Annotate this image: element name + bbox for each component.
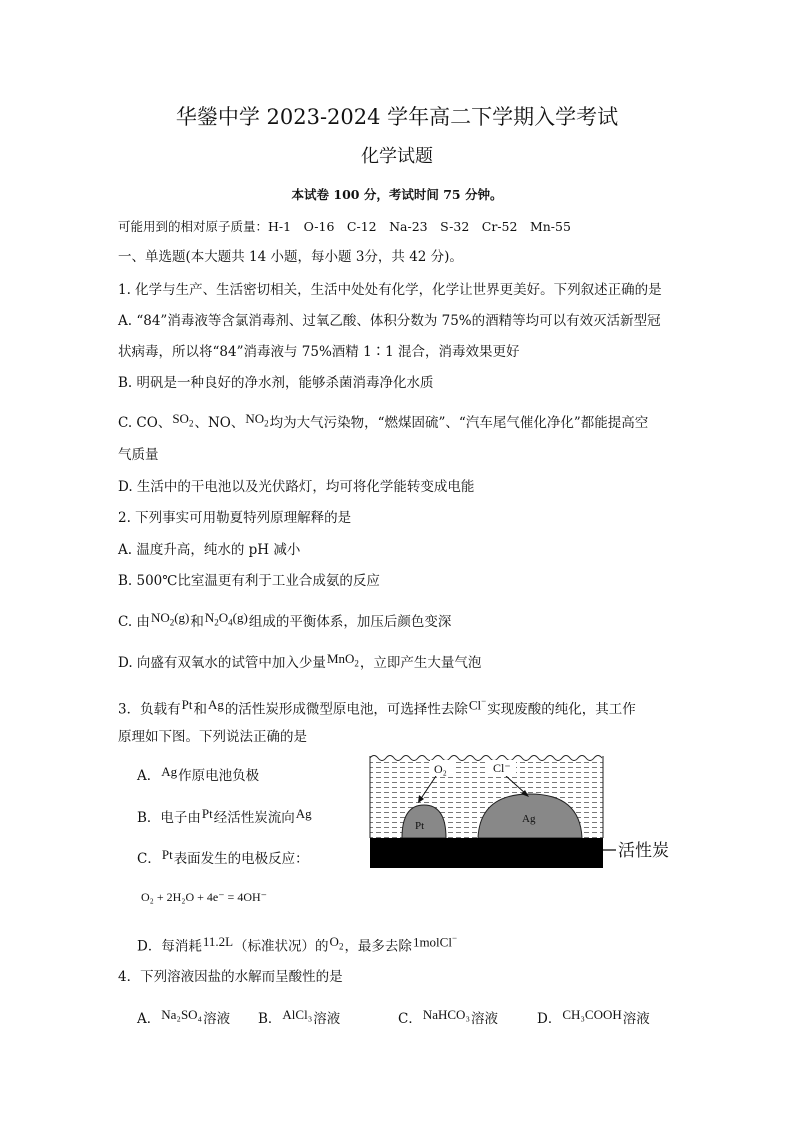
q4-option-a — [137, 1007, 231, 1028]
q3-stem-line1 — [118, 696, 636, 718]
q2-c-n2o4-sub1: 2 — [214, 617, 219, 628]
q1-c-prefix: C. CO、 — [118, 415, 172, 431]
q1-c-mid: 、NO、 — [194, 415, 245, 431]
q4-b-post: 溶液 — [313, 1011, 341, 1027]
q2-d-post: ，立即产生大量气泡 — [359, 655, 482, 671]
activated-carbon-base — [370, 838, 603, 868]
q2-c-n2o4-n: N — [204, 610, 215, 625]
q3-a-post: 作原电池负极 — [178, 768, 260, 784]
q1-option-c-line2: 气质量 — [118, 447, 159, 463]
q3-d-mid: （标准状况）的 — [234, 938, 329, 955]
q2-stem: 2. 下列事实可用勒夏特列原理解释的是 — [118, 510, 352, 526]
micro-battery-svg — [368, 750, 708, 872]
q2-c-prefix: C. 由 — [118, 614, 150, 630]
q4-c-prefix: C． — [398, 1011, 422, 1027]
q2-c-n2o4-sub2: 4 — [228, 617, 233, 628]
q3-option-a — [137, 764, 260, 785]
q2-c-post: 组成的平衡体系，加压后颜色变深 — [248, 614, 452, 630]
q4-b-prefix: B． — [258, 1011, 282, 1027]
cl-label: Cl⁻ — [493, 761, 511, 775]
q4-option-b — [258, 1007, 341, 1028]
q3-d-mid2: ，最多去除 — [344, 938, 412, 955]
q3-stem-pt: Pt — [181, 697, 193, 713]
pt-label: Pt — [415, 820, 425, 832]
q3-d-cl — [412, 929, 458, 951]
q2-c-no2-sub: 2 — [169, 617, 175, 628]
q3-b-mid: 经活性炭流向 — [213, 810, 295, 826]
q3-a-ag: Ag — [161, 764, 178, 779]
q3-b-prefix: B．电子由 — [137, 810, 201, 826]
q4-option-c — [398, 1007, 498, 1028]
q3-stem-cl-sup: − — [481, 696, 487, 706]
q4-c-post: 溶液 — [470, 1011, 498, 1027]
q4-d-prefix: D． — [537, 1011, 562, 1027]
q2-c-no2-state: (g) — [174, 610, 190, 625]
q2-option-a: A. 温度升高，纯水的 pH 减小 — [118, 542, 301, 558]
q1-c-formula-so2 — [171, 410, 194, 433]
q3-d-volume: 11.2L — [202, 934, 234, 950]
q3-option-b — [137, 806, 313, 827]
q3-stem-line2: 原理如下图。下列说法正确的是 — [118, 729, 307, 745]
q3-d-cl-sup: − — [451, 933, 458, 943]
q1-c-no2-sub: 2 — [264, 418, 269, 429]
q3-stem-and: 和 — [193, 701, 207, 718]
q4-a-post: 溶液 — [203, 1011, 231, 1027]
q1-c-formula-no2 — [244, 410, 269, 433]
q2-d-mno2-sub: 2 — [354, 658, 359, 669]
ag-label: Ag — [522, 813, 536, 825]
q2-c-n2o4-state: (g) — [232, 610, 248, 625]
atomic-masses: 可能用到的相对原子质量：H-1 O-16 C-12 Na-23 S-32 Cr-52 Mn-55 — [118, 219, 571, 234]
q4-d-post: 溶液 — [622, 1011, 650, 1027]
q1-c-so2-sub: 2 — [188, 418, 194, 429]
q2-c-mid: 和 — [190, 614, 204, 630]
q1-stem: 1. 化学与生产、生活密切相关，生活中处处有化学，化学让世界更美好。下列叙述正确的是 — [118, 282, 662, 298]
q4-option-d — [537, 1007, 650, 1028]
q3-c-equation: O₂ + 2H₂O + 4e⁻ = 4OH⁻ — [141, 890, 267, 904]
q3-stem-post: 实现废酸的纯化，其工作 — [487, 701, 636, 718]
q3-stem-prefix: 3．负载有 — [118, 701, 181, 718]
q4-b-formula: AlCl₃ — [282, 1007, 313, 1022]
q3-a-prefix: A． — [137, 768, 161, 784]
q1-option-c-line1 — [118, 411, 649, 437]
q3-b-ag: Ag — [295, 806, 312, 821]
q1-option-a-line1: A. “84”消毒液等含氯消毒剂、过氧乙酸、体积分数为 75%的酒精等均可以有效灭活新型冠 — [118, 313, 661, 329]
q4-c-formula: NaHCO₃ — [422, 1007, 470, 1022]
q3-stem-ag: Ag — [207, 697, 224, 713]
q1-option-a-line2: 状病毒，所以将“84”消毒液与 75%酒精 1∶1 混合，消毒效果更好 — [118, 344, 520, 360]
o2-label: O₂ — [434, 762, 447, 776]
q3-stem-cl-text: Cl — [468, 697, 482, 713]
micro-battery-diagram — [368, 750, 708, 872]
q1-option-b: B. 明矾是一种良好的净水剂，能够杀菌消毒净化水质 — [118, 375, 434, 391]
q2-d-formula-mno2 — [326, 650, 360, 673]
exam-title: 华鎣中学 2023-2024 学年高二下学期入学考试 — [175, 105, 619, 129]
q3-c-pt: Pt — [161, 847, 173, 862]
q4-a-prefix: A． — [137, 1011, 161, 1027]
q2-c-formula-no2 — [150, 609, 190, 632]
q3-b-pt: Pt — [201, 806, 213, 821]
q3-stem-cl — [468, 692, 487, 714]
q3-d-o2-text: O — [329, 934, 339, 950]
q3-d-o2 — [329, 933, 345, 956]
exam-subtitle: 化学试题 — [361, 146, 433, 167]
exam-note: 本试卷 100 分，考试时间 75 分钟。 — [291, 187, 503, 202]
q3-option-c — [137, 847, 309, 868]
q4-d-formula: CH₃COOH — [562, 1007, 622, 1022]
q2-d-mno2-text: MnO — [326, 651, 355, 666]
q2-c-no2-text: NO — [150, 610, 170, 625]
q3-d-cl-text: 1molCl — [412, 934, 452, 950]
q3-c-prefix: C． — [137, 851, 161, 867]
q2-d-prefix: D. 向盛有双氧水的试管中加入少量 — [118, 655, 326, 671]
q2-option-b: B. 500℃比室温更有利于工业合成氨的反应 — [118, 573, 380, 589]
section-heading: 一、单选题(本大题共 14 小题，每小题 3分，共 42 分)。 — [118, 249, 463, 265]
q1-option-d: D. 生活中的干电池以及光伏路灯，均可将化学能转变成电能 — [118, 479, 475, 495]
q4-stem: 4．下列溶液因盐的水解而呈酸性的是 — [118, 969, 343, 985]
q3-d-prefix: D．每消耗 — [137, 938, 202, 955]
carbon-label: 活性炭 — [618, 841, 669, 860]
q2-c-formula-n2o4 — [204, 609, 249, 632]
q3-c-post: 表面发生的电极反应： — [173, 851, 309, 867]
q2-c-n2o4-o: O — [218, 610, 229, 625]
q1-c-no2-text: NO — [245, 411, 265, 426]
q3-stem-mid: 的活性炭形成微型原电池，可选择性去除 — [224, 701, 468, 718]
q2-option-d — [118, 651, 482, 677]
q3-d-o2-sub: 2 — [338, 941, 344, 952]
q4-a-formula: Na₂SO₄ — [161, 1007, 203, 1022]
q3-option-d — [137, 933, 458, 960]
q1-c-post: 均为大气污染物，“燃煤固硫”、“汽车尾气催化净化”都能提高空 — [269, 415, 649, 431]
q2-option-c — [118, 610, 452, 636]
q1-c-so2-text: SO — [172, 411, 189, 426]
